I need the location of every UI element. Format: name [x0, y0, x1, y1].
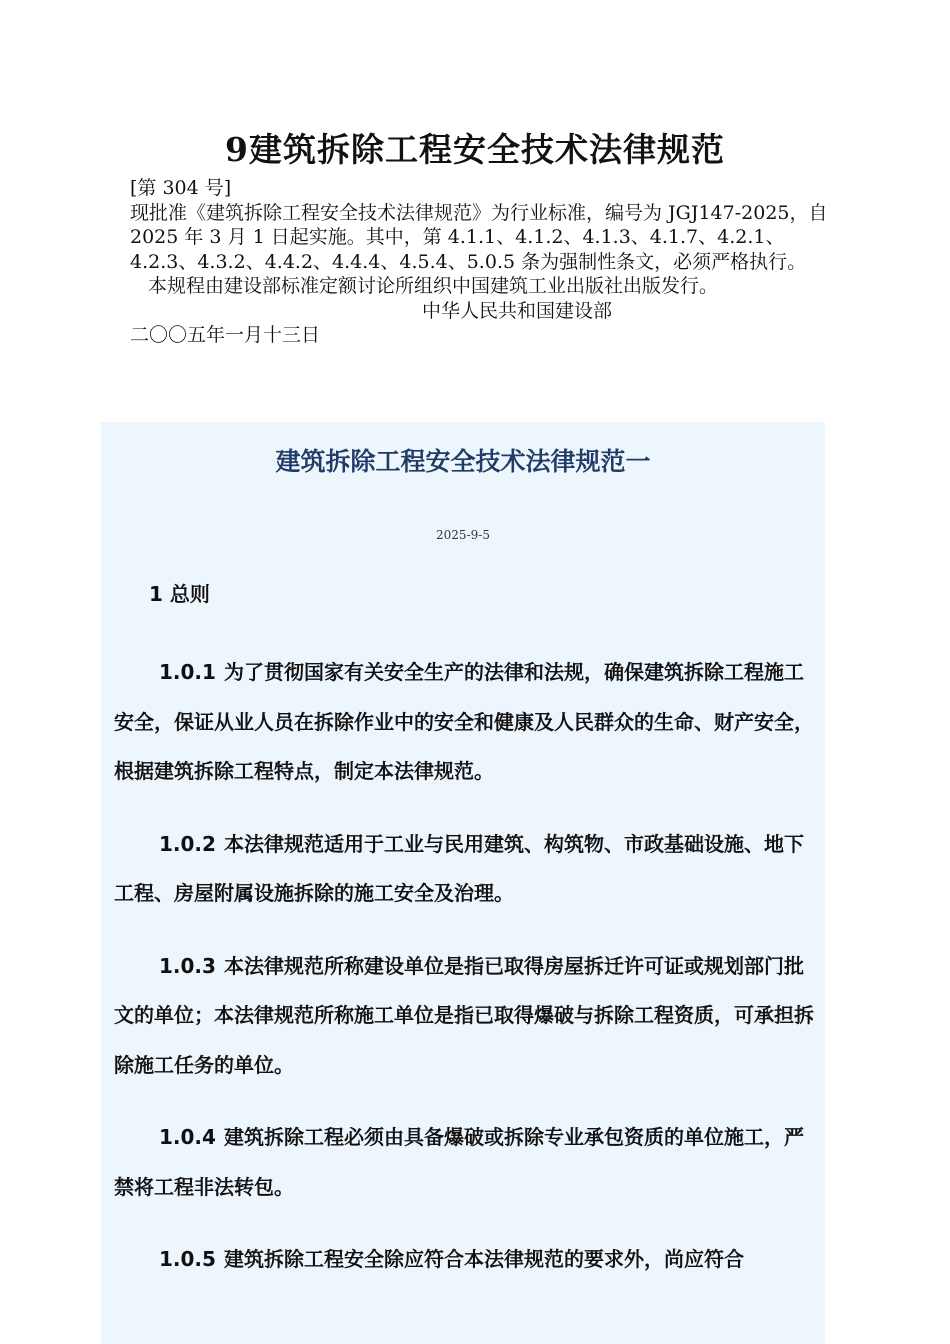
article-date: 2025-9-5 — [436, 528, 490, 542]
approval-text: 现批准《建筑拆除工程安全技术法律规范》为行业标准，编号为 JGJ147-2025，自 2025 年 3 月 1 日起实施。其中，第 4.1.1、4.1.2、4.1.3、4.1.7、4.2.1、4.2.3、4.3.2、4.4.2、4.4.4、4.5.4、5.0.5 条为强制性条文，必须严格执行。 — [130, 201, 828, 273]
clause-text: 建筑拆除工程安全除应符合本法律规范的要求外，尚应符合 — [223, 1247, 744, 1271]
approval-notice — [114, 176, 834, 348]
clause-text: 为了贯彻国家有关安全生产的法律和法规，确保建筑拆除工程施工安全，保证从业人员在拆除作业中的安全和健康及人民群众的生命、财产安全，根据建筑拆除工程特点，制定本法律规范。 — [114, 660, 814, 783]
clause-number: 1.0.1 — [159, 660, 216, 684]
article-panel — [101, 422, 825, 1344]
notice-number: [第 304 号] — [130, 177, 232, 199]
clause-text: 本法律规范所称建设单位是指已取得房屋拆迁许可证或规划部门批文的单位；本法律规范所称施工单位是指已取得爆破与拆除工程资质，可承担拆除施工任务的单位。 — [114, 953, 814, 1077]
issuer: 中华人民共和国建设部 — [422, 299, 613, 322]
section-title: 总则 — [169, 582, 210, 606]
clause-1-0-2 — [114, 820, 814, 919]
section-number: 1 — [149, 582, 163, 606]
publication-text: 本规程由建设部标准定额讨论所组织中国建筑工业出版社出版发行。 — [148, 275, 719, 297]
clause-1-0-4 — [114, 1113, 814, 1212]
clause-1-0-3 — [114, 942, 814, 1091]
clause-number: 1.0.5 — [159, 1247, 216, 1271]
clause-1-0-1 — [114, 648, 814, 797]
clause-number: 1.0.2 — [159, 831, 216, 856]
page-title: 9建筑拆除工程安全技术法律规范 — [225, 130, 725, 169]
clause-text: 本法律规范适用于工业与民用建筑、构筑物、市政基础设施、地下工程、房屋附属设施拆除的施工安全及治理。 — [114, 831, 804, 905]
clause-text: 建筑拆除工程必须由具备爆破或拆除专业承包资质的单位施工，严禁将工程非法转包。 — [114, 1125, 804, 1199]
article-title: 建筑拆除工程安全技术法律规范一 — [275, 447, 651, 476]
issue-date: 二〇〇五年一月十三日 — [130, 324, 321, 346]
clause-list — [114, 648, 814, 1308]
section-heading — [149, 580, 210, 608]
clause-1-0-5 — [114, 1235, 814, 1285]
clause-number: 1.0.3 — [159, 953, 216, 978]
clause-number: 1.0.4 — [159, 1125, 216, 1149]
